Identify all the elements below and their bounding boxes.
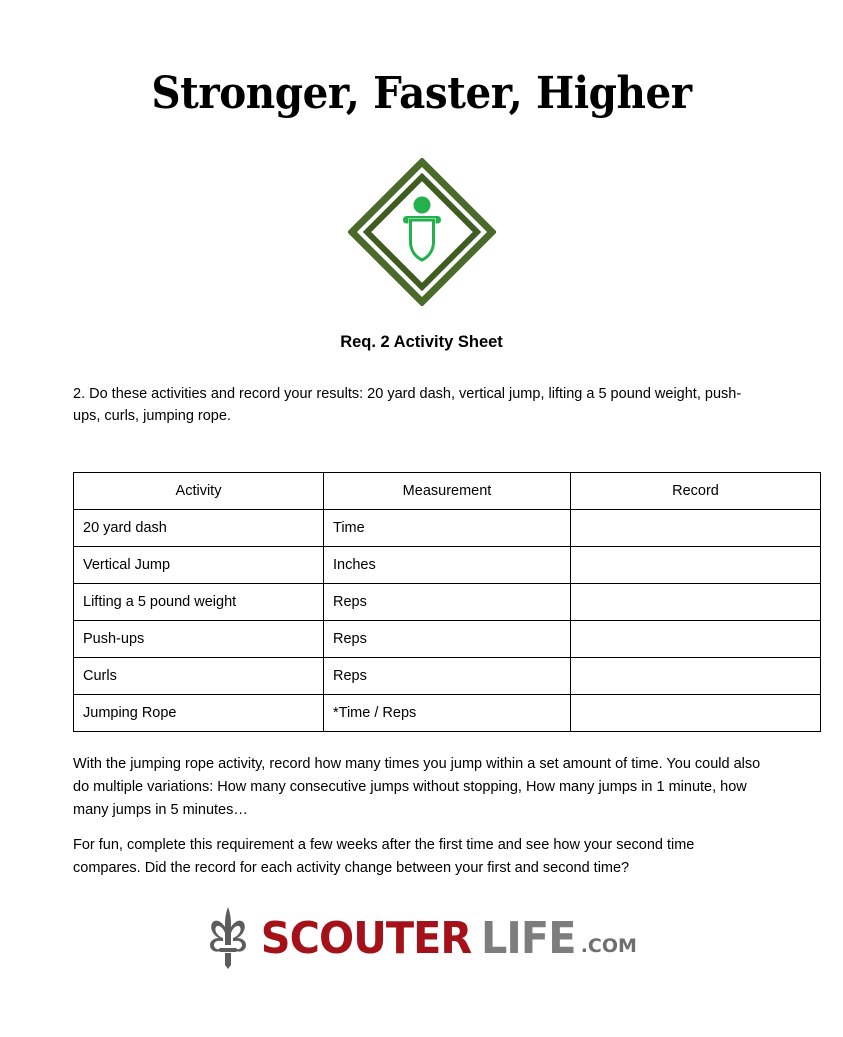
cell-record[interactable] (571, 547, 821, 584)
page-title: Stronger, Faster, Higher (151, 68, 692, 119)
table-row (74, 510, 821, 547)
table-row (74, 658, 821, 695)
cell-record[interactable] (571, 695, 821, 732)
cell-measurement: Time (324, 510, 571, 547)
fleur-de-lis-icon (206, 905, 250, 971)
green-diamond-person-emblem (348, 158, 496, 306)
cell-activity: Push-ups (74, 621, 324, 658)
cell-activity: Vertical Jump (74, 547, 324, 584)
cell-record[interactable] (571, 621, 821, 658)
cell-measurement: Reps (324, 658, 571, 695)
column-header-record: Record (571, 473, 821, 510)
cell-activity: 20 yard dash (74, 510, 324, 547)
cell-record[interactable] (571, 584, 821, 621)
logo-text-life: LIFE (481, 912, 576, 964)
column-header-measurement: Measurement (324, 473, 571, 510)
logo-text-scouter: SCOUTER (260, 912, 472, 964)
cell-activity: Curls (74, 658, 324, 695)
table-row (74, 584, 821, 621)
cell-activity: Jumping Rope (74, 695, 324, 732)
cell-record[interactable] (571, 658, 821, 695)
activity-table (73, 472, 821, 732)
table-row (74, 621, 821, 658)
logo-text-dotcom: .COM (580, 935, 637, 958)
cell-measurement: Inches (324, 547, 571, 584)
table-header-row (74, 473, 821, 510)
cell-record[interactable] (571, 510, 821, 547)
table-row (74, 695, 821, 732)
cell-activity: Lifting a 5 pound weight (74, 584, 324, 621)
jumping-rope-note: With the jumping rope activity, record how many times you jump within a set amount of time. You could also do multiple variations: How many consecutive jumps without stopping, How many jumps in 1 minute, how many jumps in 5 minutes… (73, 756, 761, 819)
column-header-activity: Activity (74, 473, 324, 510)
for-fun-note: For fun, complete this requirement a few weeks after the first time and see how your second time compares. Did the record for each activity change between your first and second time? (73, 837, 695, 877)
scouterlife-logo (0, 905, 843, 971)
table-row (74, 547, 821, 584)
sheet-subtitle: Req. 2 Activity Sheet (340, 333, 503, 351)
cell-measurement: *Time / Reps (324, 695, 571, 732)
intro-paragraph: 2. Do these activities and record your results: 20 yard dash, vertical jump, lifting a 5 pound weight, push-ups, curls, jumping rope. (73, 386, 742, 425)
cell-measurement: Reps (324, 584, 571, 621)
cell-measurement: Reps (324, 621, 571, 658)
